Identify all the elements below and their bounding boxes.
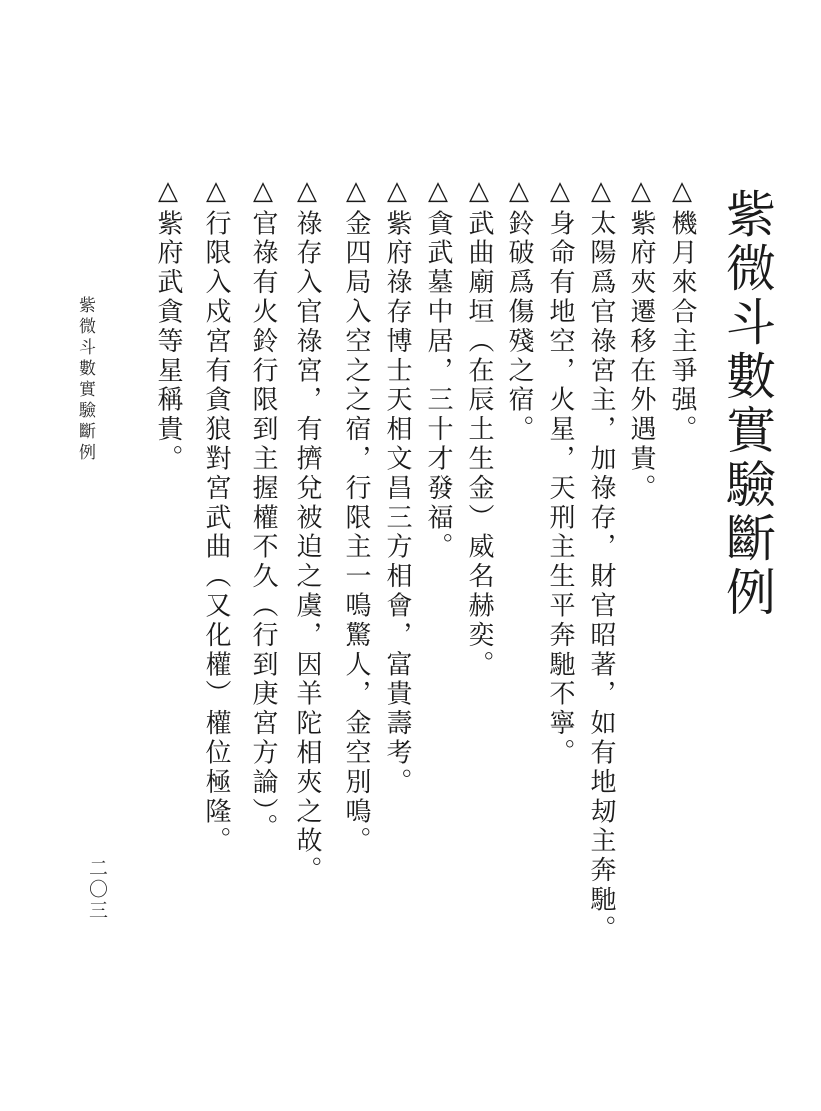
entry-6: △武曲廟垣（在辰土生金）威名赫奕。 — [464, 176, 494, 680]
entry-5: △鈴破爲傷殘之宿。 — [504, 176, 534, 445]
page-number: 二〇三 — [86, 858, 108, 921]
entry-10: △祿存入官祿宮，有擠兌被迫之虞，因羊陀相夾之故。 — [292, 176, 322, 886]
entry-2: △紫府夾遷移在外遇貴。 — [626, 176, 656, 504]
entry-1: △機月來合主爭强。 — [667, 176, 697, 445]
entry-8: △紫府祿存博士天相文昌三方相會，富貴壽考。 — [382, 176, 412, 798]
entry-13: △紫府武貪等星稱貴。 — [153, 176, 183, 474]
section-title: 紫微斗數實驗斷例 — [718, 188, 776, 620]
entry-12: △行限入戍宮有貪狼對宮武曲（又化權）權位極隆。 — [201, 176, 231, 857]
running-head: 紫微斗數實驗斷例 — [75, 296, 95, 464]
entry-3: △太陽爲官祿宮主，加祿存，財官昭著，如有地刼主奔馳。 — [586, 176, 616, 945]
entry-4: △身命有地空，火星，天刑主生平奔馳不寧。 — [545, 176, 575, 768]
entry-11: △官祿有火鈴行限到主握權不久（行到庚宮方論）。 — [248, 176, 278, 844]
entry-9: △金四局入空之之宿，行限主一鳴驚人，金空別鳴。 — [341, 176, 371, 857]
entry-7: △貪武墓中居，三十才發福。 — [423, 176, 453, 563]
